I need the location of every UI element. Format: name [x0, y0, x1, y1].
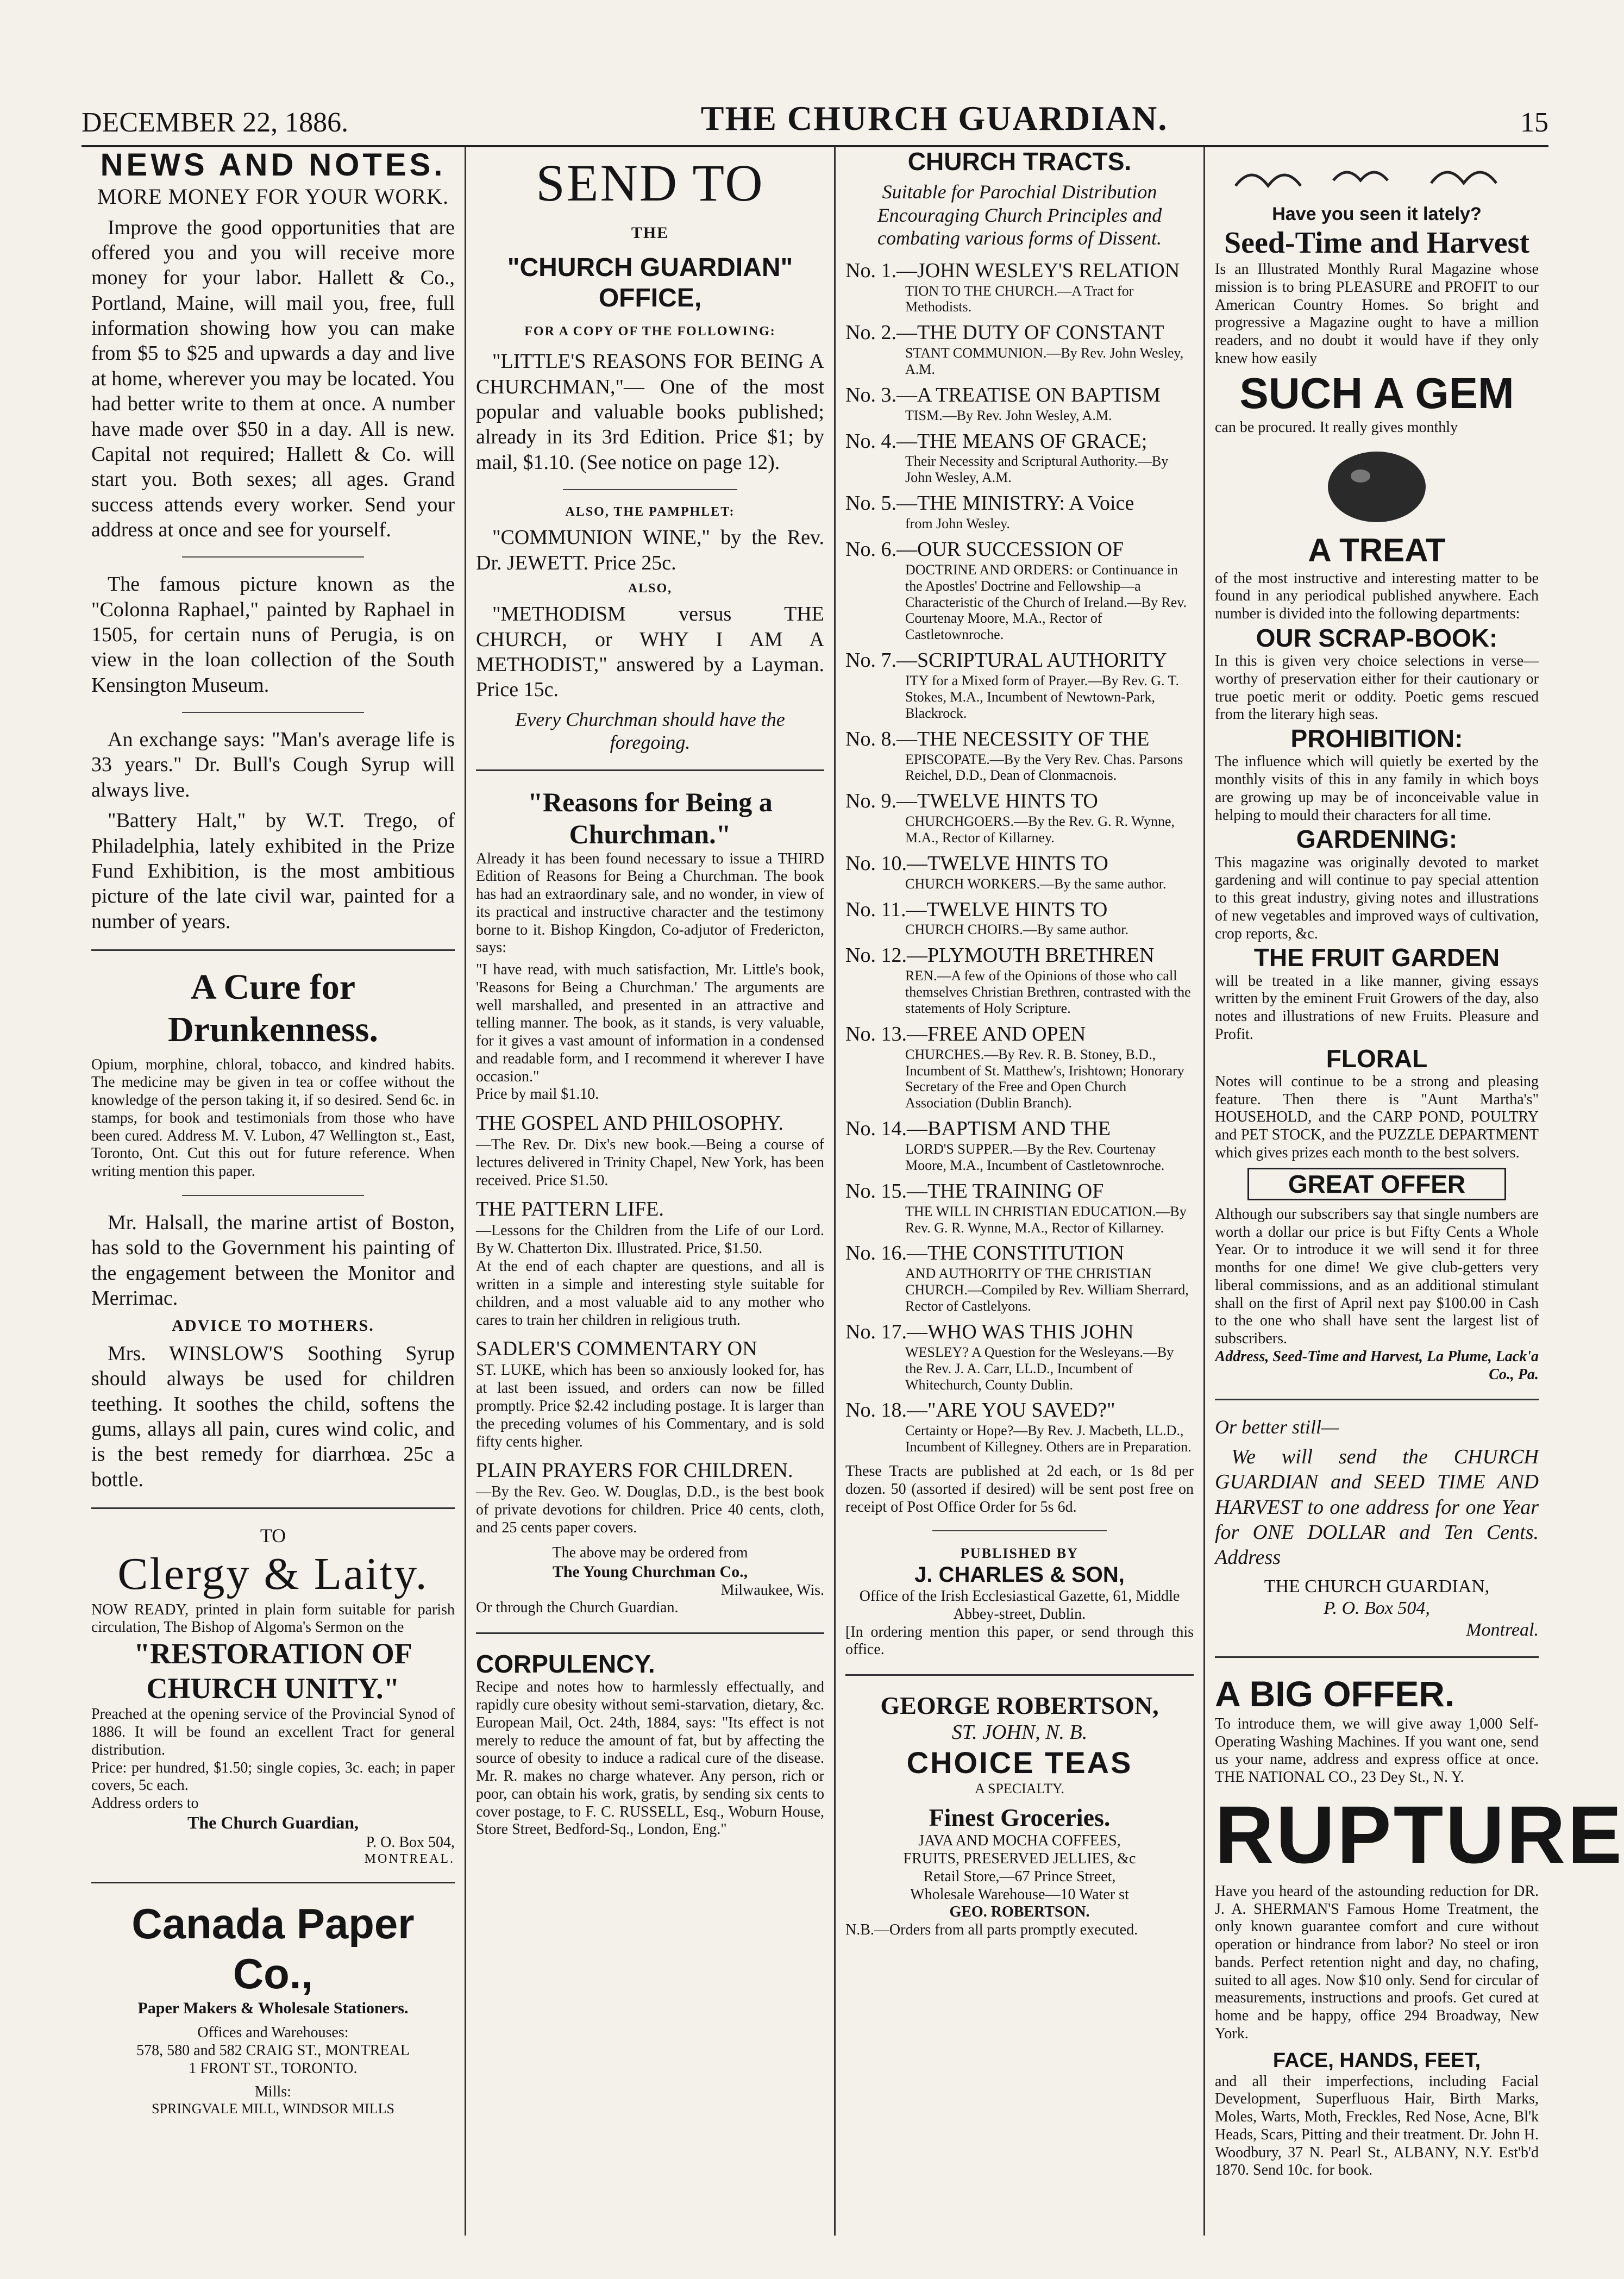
gardening-heading: GARDENING:	[1296, 825, 1458, 854]
divider	[91, 1882, 455, 1883]
divider	[91, 949, 455, 951]
tract-description: TION TO THE CHURCH.—A Tract for Methodists.	[905, 283, 1134, 315]
tract-title: No. 7.—SCRIPTURAL AUTHORITY	[845, 649, 1167, 672]
tract-description: Their Necessity and Scriptural Authority.—By John Wesley, A.M.	[905, 453, 1169, 486]
ordered-from: The above may be ordered from	[552, 1544, 748, 1562]
fruit-garden-heading: THE FRUIT GARDEN	[1253, 943, 1500, 972]
tract-item	[845, 429, 1194, 486]
guardian-name-4: THE CHURCH GUARDIAN,	[1264, 1576, 1490, 1596]
tract-item	[845, 491, 1194, 532]
price-text: Price: per hundred, $1.50; single copies, 3c. each; in paper covers, 5c each.	[91, 1759, 455, 1794]
divider	[845, 1674, 1194, 1676]
tract-list	[845, 259, 1194, 1455]
canada-paper-sub: Paper Makers & Wholesale Stationers.	[137, 1999, 409, 2018]
raphael-article: The famous picture known as the "Colonna Raphael," painted by Raphael in 1505, for certain nuns of Perugia, is on view in the loan collection of the South Kensington Museum.	[91, 573, 455, 697]
advice-heading: ADVICE TO MOTHERS.	[172, 1317, 374, 1335]
tract-title: No. 13.—FREE AND OPEN	[845, 1022, 1086, 1045]
tract-item	[845, 537, 1194, 643]
address-orders: Address orders to	[91, 1795, 199, 1812]
column-church-tracts	[834, 147, 1203, 2236]
tract-item	[845, 727, 1194, 784]
also-label: ALSO,	[628, 581, 673, 596]
tract-item	[845, 648, 1194, 722]
tract-description: EPISCOPATE.—By the Very Rev. Chas. Parsons Reichel, D.D., Dean of Clonmacnois.	[905, 751, 1183, 784]
rupture-heading: RUPTURE	[1215, 1788, 1624, 1880]
offices-address: 578, 580 and 582 CRAIG ST., MONTREAL	[136, 2042, 410, 2059]
money-heading: MORE MONEY FOR YOUR WORK.	[97, 184, 449, 209]
tracts-heading: CHURCH TRACTS.	[907, 147, 1132, 176]
column-send-to	[465, 147, 834, 2236]
such-a-gem: SUCH A GEM	[1239, 368, 1514, 417]
geo-robertson: GEO. ROBERTSON.	[949, 1904, 1090, 1921]
tract-description: CHURCHES.—By Rev. R. B. Stoney, B.D., Incumbent of St. Matthew's, Irishtown; Honorary Secretary of the Free and Open Church Association (Dublin Branch).	[905, 1046, 1184, 1111]
gem-text: can be procured. It really gives monthly	[1215, 419, 1458, 436]
tract-title: No. 3.—A TREATISE ON BAPTISM	[845, 383, 1161, 406]
tract-title: No. 4.—THE MEANS OF GRACE;	[845, 429, 1148, 453]
tract-item	[845, 1022, 1194, 1111]
or-through: Or through the Church Guardian.	[476, 1599, 679, 1617]
tract-title: No. 8.—THE NECESSITY OF THE	[845, 727, 1150, 750]
fruit-text: will be treated in a like manner, giving essays written by the eminent Fruit Growers of the day, also notes and illustrations of new Fruits. Pleasure and Profit.	[1215, 972, 1539, 1043]
tract-item	[845, 852, 1194, 892]
advice-article: Mrs. WINSLOW'S Soothing Syrup should always be used for children teething. It soothes the child, softens the gums, allays all pain, cures wind colic, and is the best remedy for diarrhœa. 25c a bottle.	[91, 1342, 455, 1491]
tract-title: No. 12.—PLYMOUTH BRETHREN	[845, 944, 1155, 967]
scrap-book-heading: OUR SCRAP-BOOK:	[1256, 623, 1498, 652]
tract-title: No. 11.—TWELVE HINTS TO	[845, 898, 1108, 921]
have-you-seen: Have you seen it lately?	[1272, 204, 1482, 224]
tract-item	[845, 898, 1194, 938]
finest-groceries: Finest Groceries.	[929, 1804, 1111, 1832]
little-reasons-item: "LITTLE'S REASONS FOR BEING A CHURCHMAN,"— One of the most popular and valuable books published; already in its 3rd Edition. Price $1; by mail, $1.10. (See notice on page 12).	[476, 350, 824, 474]
to-label: TO	[260, 1524, 286, 1547]
offer-text: Although our subscribers say that single numbers are worth a dollar our price is but Fifty Cents a Whole Year. Or to introduce it we will send it for three months for one dime! We give club-getters very liberal commissions, and as an additional stimulant shall on the first of April next pay $100.00 in Cash to the one who shall have sent the largest list of subscribers.	[1215, 1205, 1539, 1348]
sadler-title: SADLER'S COMMENTARY ON	[476, 1337, 757, 1361]
tract-description: DOCTRINE AND ORDERS: or Continuance in the Apostles' Doctrine and Fellowship—a Characteristic of the Church of Ireland.—By Rev. Courtenay Moore, M.A., Rector of Castletownroche.	[905, 561, 1187, 643]
tract-title: No. 1.—JOHN WESLEY'S RELATION	[845, 259, 1180, 282]
seed-text: Is an Illustrated Monthly Rural Magazine whose mission is to bring PLEASURE and PROFIT to our American Country Homes. So bright and progressive a Magazine ought to have a million readers, and no doubt it would have if they only knew how easily	[1215, 261, 1539, 367]
tract-item	[845, 1398, 1194, 1455]
milwaukee: Milwaukee, Wis.	[720, 1582, 824, 1599]
pattern-sub: —Lessons for the Children from the Life of our Lord. By W. Chatterton Dix. Illustrated. Price, $1.50.	[476, 1222, 824, 1257]
gospel-title: THE GOSPEL AND PHILOSOPHY.	[476, 1112, 783, 1135]
mills-list: SPRINGVALE MILL, WINDSOR MILLS	[152, 2100, 394, 2117]
drunkenness-ad: Opium, morphine, chloral, tobacco, and kindred habits. The medicine may be given in tea or coffee without the knowledge of the person taking it, if so desired. Send 6c. in stamps, for book and testimonials from those who have been cured. Address M. V. Lubon, 47 Wellington st., East, Toronto, Ont. Cut this out for future reference. When writing mention this paper.	[91, 1056, 455, 1180]
reasons-text: Already it has been found necessary to issue a THIRD Edition of Reasons for Being a Churchman. The book has had an extraordinary sale, and no wonder, in view of its practical and instructive character and the testimony borne to it. Bishop Kingdon, Co-adjutor of Fredericton, says:	[476, 850, 824, 956]
tract-title: No. 15.—THE TRAINING OF	[845, 1179, 1104, 1203]
masthead	[81, 90, 1548, 147]
specialty: A SPECIALTY.	[975, 1781, 1064, 1797]
column-seed-time	[1203, 147, 1624, 2236]
pattern-title: THE PATTERN LIFE.	[476, 1198, 664, 1221]
tract-item	[845, 383, 1194, 424]
tract-item	[845, 259, 1194, 316]
clergy-laity-heading: Clergy & Laity.	[117, 1549, 429, 1600]
reasons-heading: "Reasons for Being a Churchman."	[528, 786, 773, 849]
tract-description: STANT COMMUNION.—By Rev. John Wesley, A.M.	[905, 345, 1184, 377]
publisher-office: Office of the Irish Ecclesiastical Gazette, 61, Middle Abbey-street, Dublin.	[859, 1588, 1180, 1623]
tract-item	[845, 1241, 1194, 1314]
divider	[91, 1507, 455, 1509]
tract-description: CHURCH WORKERS.—By the same author.	[905, 875, 1167, 892]
george-robertson: GEORGE ROBERTSON,	[880, 1692, 1159, 1720]
tract-description: REN.—A few of the Opinions of those who call themselves Christian Brethren, contrasted with the statements of Holy Scripture.	[905, 968, 1191, 1016]
tract-description: TISM.—By Rev. John Wesley, A.M.	[905, 407, 1112, 423]
reasons-price: Price by mail $1.10.	[476, 1086, 599, 1103]
tract-title: No. 17.—WHO WAS THIS JOHN	[845, 1320, 1134, 1343]
tract-description: AND AUTHORITY OF THE CHRISTIAN CHURCH.—Compiled by Rev. William Sherrard, Rector of Castlelyons.	[905, 1266, 1189, 1314]
tracts-subheading: Suitable for Parochial Distribution Encouraging Church Principles and combating various forms of Dissent.	[877, 181, 1162, 249]
gospel-sub: —The Rev. Dr. Dix's new book.—Being a course of lectures delivered in Trinity Chapel, New York, has been received. Price $1.50.	[476, 1136, 824, 1189]
tract-title: No. 10.—TWELVE HINTS TO	[845, 852, 1108, 875]
canada-paper-heading: Canada Paper Co.,	[131, 1900, 415, 1998]
guardian-box: P. O. Box 504,	[366, 1833, 455, 1851]
birds-illustration	[1225, 153, 1529, 197]
tract-description: THE WILL IN CHRISTIAN EDUCATION.—By Rev. G. R. Wynne, M.A., Rector of Killarney.	[905, 1203, 1187, 1236]
guardian-box-4: P. O. Box 504,	[1324, 1598, 1430, 1618]
tract-description: Certainty or Hope?—By Rev. J. Macbeth, LL.D., Incumbent of Killegney. Others are in Preparation.	[905, 1423, 1192, 1455]
tract-item	[845, 1117, 1194, 1174]
corpulency-heading: CORPULENCY.	[476, 1650, 655, 1678]
newspaper-title: THE CHURCH GUARDIAN.	[700, 99, 1168, 137]
send-to-heading: SEND TO	[536, 154, 764, 212]
plain-prayers-sub: —By the Rev. Geo. W. Douglas, D.D., is the best book of private devotions for children. Price 40 cents, cloth, and 25 cents paper covers.	[476, 1483, 824, 1537]
seed-time-title: Seed-Time and Harvest	[1224, 226, 1530, 260]
big-offer-text: To introduce them, we will give away 1,000 Self-Operating Washing Machines. If you want one, send us your name, address and express office at once. THE NATIONAL CO., 23 Dey St., N. Y.	[1215, 1715, 1539, 1786]
divider	[182, 556, 364, 558]
offices-label: Offices and Warehouses:	[197, 2024, 349, 2041]
tract-item	[845, 1320, 1194, 1393]
great-offer-box: GREAT OFFER	[1247, 1168, 1506, 1200]
st-john: ST. JOHN, N. B.	[951, 1721, 1088, 1744]
tract-title: No. 14.—BAPTISM AND THE	[845, 1117, 1111, 1141]
tract-title: No. 5.—THE MINISTRY: A Voice	[845, 492, 1134, 515]
tract-title: No. 6.—OUR SUCCESSION OF	[845, 537, 1124, 561]
rupture-text: Have you heard of the astounding reduction for DR. J. A. SHERMAN'S Famous Home Treatment, the only known guarantee comfort and cure without operation or hindrance from labor? No steel or iron bands. Perfect retention night and day, no chafing, suited to all ages. Now $10 only. Send for circular of measurements, instructions and proofs. Get cured at home and be happy, office 294 Broadway, New York.	[1215, 1882, 1539, 2042]
floral-heading: FLORAL	[1326, 1044, 1428, 1073]
issue-date: DECEMBER 22, 1886.	[81, 107, 349, 138]
page-number: 15	[1520, 107, 1548, 138]
java: JAVA AND MOCHA COFFEES,	[918, 1832, 1121, 1850]
tract-description: ITY for a Mixed form of Prayer.—By Rev. G. T. Stokes, M.A., Incumbent of Newtown-Park, Blackrock.	[905, 673, 1180, 721]
tract-description: WESLEY? A Question for the Wesleyans.—By the Rev. J. A. Carr, LL.D., Incumbent of Whitechurch, County Dublin.	[905, 1344, 1174, 1393]
nb-orders: N.B.—Orders from all parts promptly executed.	[845, 1921, 1138, 1939]
divider	[1215, 1656, 1539, 1658]
gardening-text: This magazine was originally devoted to market gardening and will continue to pay special attention to this great industry, giving notes and illustrations of new vegetables and improved ways of cultivation, crop reports, &c.	[1215, 854, 1539, 942]
tract-description: from John Wesley.	[905, 516, 1010, 532]
office-heading: "CHURCH GUARDIAN" OFFICE,	[507, 253, 793, 313]
retail-store: Retail Store,—67 Prince Street,	[923, 1868, 1116, 1885]
the-label: THE	[631, 224, 669, 242]
berry-illustration	[1317, 443, 1437, 525]
seed-address: Address, Seed-Time and Harvest, La Plume, Lack'a Co., Pa.	[1215, 1348, 1539, 1383]
guardian-city-4: Montreal.	[1466, 1619, 1539, 1640]
tract-item	[845, 943, 1194, 1017]
wholesale-warehouse: Wholesale Warehouse—10 Water st	[910, 1886, 1129, 1903]
tract-title: No. 16.—THE CONSTITUTION	[845, 1242, 1124, 1265]
or-better: Or better still—	[1215, 1416, 1339, 1438]
a-treat: A TREAT	[1308, 531, 1446, 568]
tract-description: CHURCHGOERS.—By the Rev. G. R. Wynne, M.A., Rector of Killarney.	[905, 813, 1175, 846]
guardian-name: The Church Guardian,	[187, 1812, 359, 1832]
restoration-heading: "RESTORATION OF CHURCH UNITY."	[134, 1637, 412, 1705]
guardian-city: MONTREAL.	[364, 1851, 455, 1866]
tract-description: LORD'S SUPPER.—By the Rev. Courtenay Moore, M.A., Incumbent of Castletownroche.	[905, 1141, 1165, 1173]
publisher-name: J. CHARLES & SON,	[914, 1563, 1125, 1587]
prohibition-text: The influence which will quietly be exerted by the monthly visits of this in any family in which boys are growing up may be of inconceivable value in helping to mould their characters for all time.	[1215, 753, 1539, 824]
tract-title: No. 18.—"ARE YOU SAVED?"	[845, 1399, 1115, 1422]
divider	[182, 712, 364, 713]
also-pamphlet-label: ALSO, THE PAMPHLET:	[565, 505, 735, 519]
tract-description: CHURCH CHOIRS.—By same author.	[905, 922, 1128, 938]
scrap-text: In this is given very choice selections in verse—worthy of preservation either for their cautionary or true poetic merit or oddity. Poetic gems rescued from the literary high seas.	[1215, 653, 1539, 723]
tract-item	[845, 321, 1194, 378]
methodism-item: "METHODISM versus THE CHURCH, or WHY I AM A METHODIST," answered by a Layman. Price 15c.	[476, 603, 824, 702]
published-by: PUBLISHED BY	[961, 1545, 1079, 1562]
tract-title: No. 2.—THE DUTY OF CONSTANT	[845, 321, 1164, 345]
corpulency-text: Recipe and notes how to harmlessly effectually, and rapidly cure obesity without semi-starvation, dietary, &c. European Mail, Oct. 24th, 1884, says: "Its effect is not merely to reduce the amount of fat, but by affecting the source of obesity to induce a radical cure of the disease. Mr. R. makes no charge whatever. Any person, rich or poor, can obtain his work, gratis, by sending six cents to cover postage, to F. C. RUSSELL, Esq., Woburn House, Store Street, Bedford-Sq., London, Eng."	[476, 1679, 824, 1838]
tract-item	[845, 789, 1194, 846]
halsall-article: Mr. Halsall, the marine artist of Boston, has sold to the Government his painting of the engagement between the Monitor and Merrimac.	[91, 1211, 455, 1310]
exchange-article: An exchange says: "Man's average life is 33 years." Dr. Bull's Cough Syrup will always live.	[91, 728, 455, 802]
reasons-quote: "I have read, with much satisfaction, Mr. Little's book, 'Reasons for Being a Churchman.' The arguments are well marshalled, and presented in an attractive and telling manner. The book, as it stands, is very valuable, for it gives a vast amount of information in a condensed and readable form, and I recommend it wherever I have occasion."	[476, 961, 824, 1085]
divider	[563, 489, 737, 490]
divider	[1215, 1399, 1539, 1400]
tracts-note: These Tracts are published at 2d each, or 1s 8d per dozen. 50 (assorted if desired) will be sent post free on receipt of Post Office Order for 5s 6d.	[845, 1463, 1194, 1516]
mills-label: Mills:	[255, 2083, 291, 2100]
divider	[182, 1195, 364, 1196]
divider	[476, 1632, 824, 1634]
news-and-notes-heading: NEWS AND NOTES.	[100, 147, 446, 183]
face-text: and all their imperfections, including Facial Development, Superfluous Hair, Birth Marks, Moles, Warts, Moth, Freckles, Red Nose, Acne, Bl'k Heads, Scars, Pitting and their treatment. Dr. John H. Woodbury, 37 N. Pearl St., ALBANY, N.Y. Est'b'd 1870. Send 10c. for book.	[1215, 2073, 1539, 2179]
ordering-note: [In ordering mention this paper, or send through this office.	[845, 1623, 1194, 1658]
now-ready-text: NOW READY, printed in plain form suitable for parish circulation, The Bishop of Algoma's Sermon on the	[91, 1601, 455, 1636]
floral-text: Notes will continue to be a strong and pleasing feature. Then there is "Aunt Martha's" HOUSEHOLD, and the CARP POND, POULTRY and PET STOCK, and the PUZZLE DEPARTMENT which gives prizes each month to the best solvers.	[1215, 1073, 1539, 1161]
money-article: Improve the good opportunities that are offered you and you will receive more money for your labor. Hallett & Co., Portland, Maine, will mail you, free, full information showing how you can make from $5 to $25 and upwards a day and live at home, wherever you may be located. You had better write to them at once. A number have made over $50 in a day. All is new. Capital not required; Hallett & Co. will start you. Both sexes; all ages. Grand success attends every worker. Send your address at once and see for yourself.	[91, 216, 455, 541]
preached-text: Preached at the opening service of the Provincial Synod of 1886. It will be found an excellent Tract for general distribution.	[91, 1706, 455, 1758]
face-hands-heading: FACE, HANDS, FEET,	[1272, 2049, 1481, 2072]
communion-item: "COMMUNION WINE," by the Rev. Dr. JEWETT. Price 25c.	[476, 526, 824, 574]
divider	[476, 769, 824, 771]
young-churchman: The Young Churchman Co.,	[552, 1562, 748, 1581]
plain-prayers-title: PLAIN PRAYERS FOR CHILDREN.	[476, 1459, 793, 1482]
divider	[932, 1530, 1107, 1531]
every-churchman: Every Churchman should have the foregoing.	[515, 708, 785, 754]
offices-address-2: 1 FRONT ST., TORONTO.	[189, 2059, 358, 2077]
pattern-more: At the end of each chapter are questions, and all is written in a simple and interesting style suitable for children, and a most valuable aid to any mother who cares to train her children in religious truth.	[476, 1258, 824, 1329]
column-news-and-notes	[81, 147, 465, 2236]
treat-text: of the most instructive and interesting matter to be found in any periodical published anywhere. Each number is divided into the following departments:	[1215, 569, 1539, 623]
battery-article: "Battery Halt," by W.T. Trego, of Philadelphia, lately exhibited in the Prize Fund Exhibition, is the most ambitious picture of the late civil war, painted for a number of years.	[91, 809, 455, 933]
sadler-sub: ST. LUKE, which has been so anxiously looked for, has at last been issued, and orders can now be filled promptly. Price $2.42 including postage. It is larger than the preceding volumes of his Commentary, and is sold fifty cents higher.	[476, 1362, 824, 1451]
for-copy-label: FOR A COPY OF THE FOLLOWING:	[524, 324, 776, 339]
fruits: FRUITS, PRESERVED JELLIES, &c	[903, 1850, 1136, 1868]
big-offer-heading: A BIG OFFER.	[1215, 1674, 1455, 1714]
tract-item	[845, 1179, 1194, 1236]
we-will-send: We will send the CHURCH GUARDIAN and SEED TIME AND HARVEST to one address for one Year for ONE DOLLAR and Ten Cents. Address	[1215, 1445, 1539, 1569]
choice-teas: CHOICE TEAS	[906, 1745, 1133, 1780]
prohibition-heading: PROHIBITION:	[1290, 724, 1463, 753]
drunkenness-heading: A Cure for Drunkenness.	[168, 967, 378, 1049]
tract-title: No. 9.—TWELVE HINTS TO	[845, 790, 1098, 813]
